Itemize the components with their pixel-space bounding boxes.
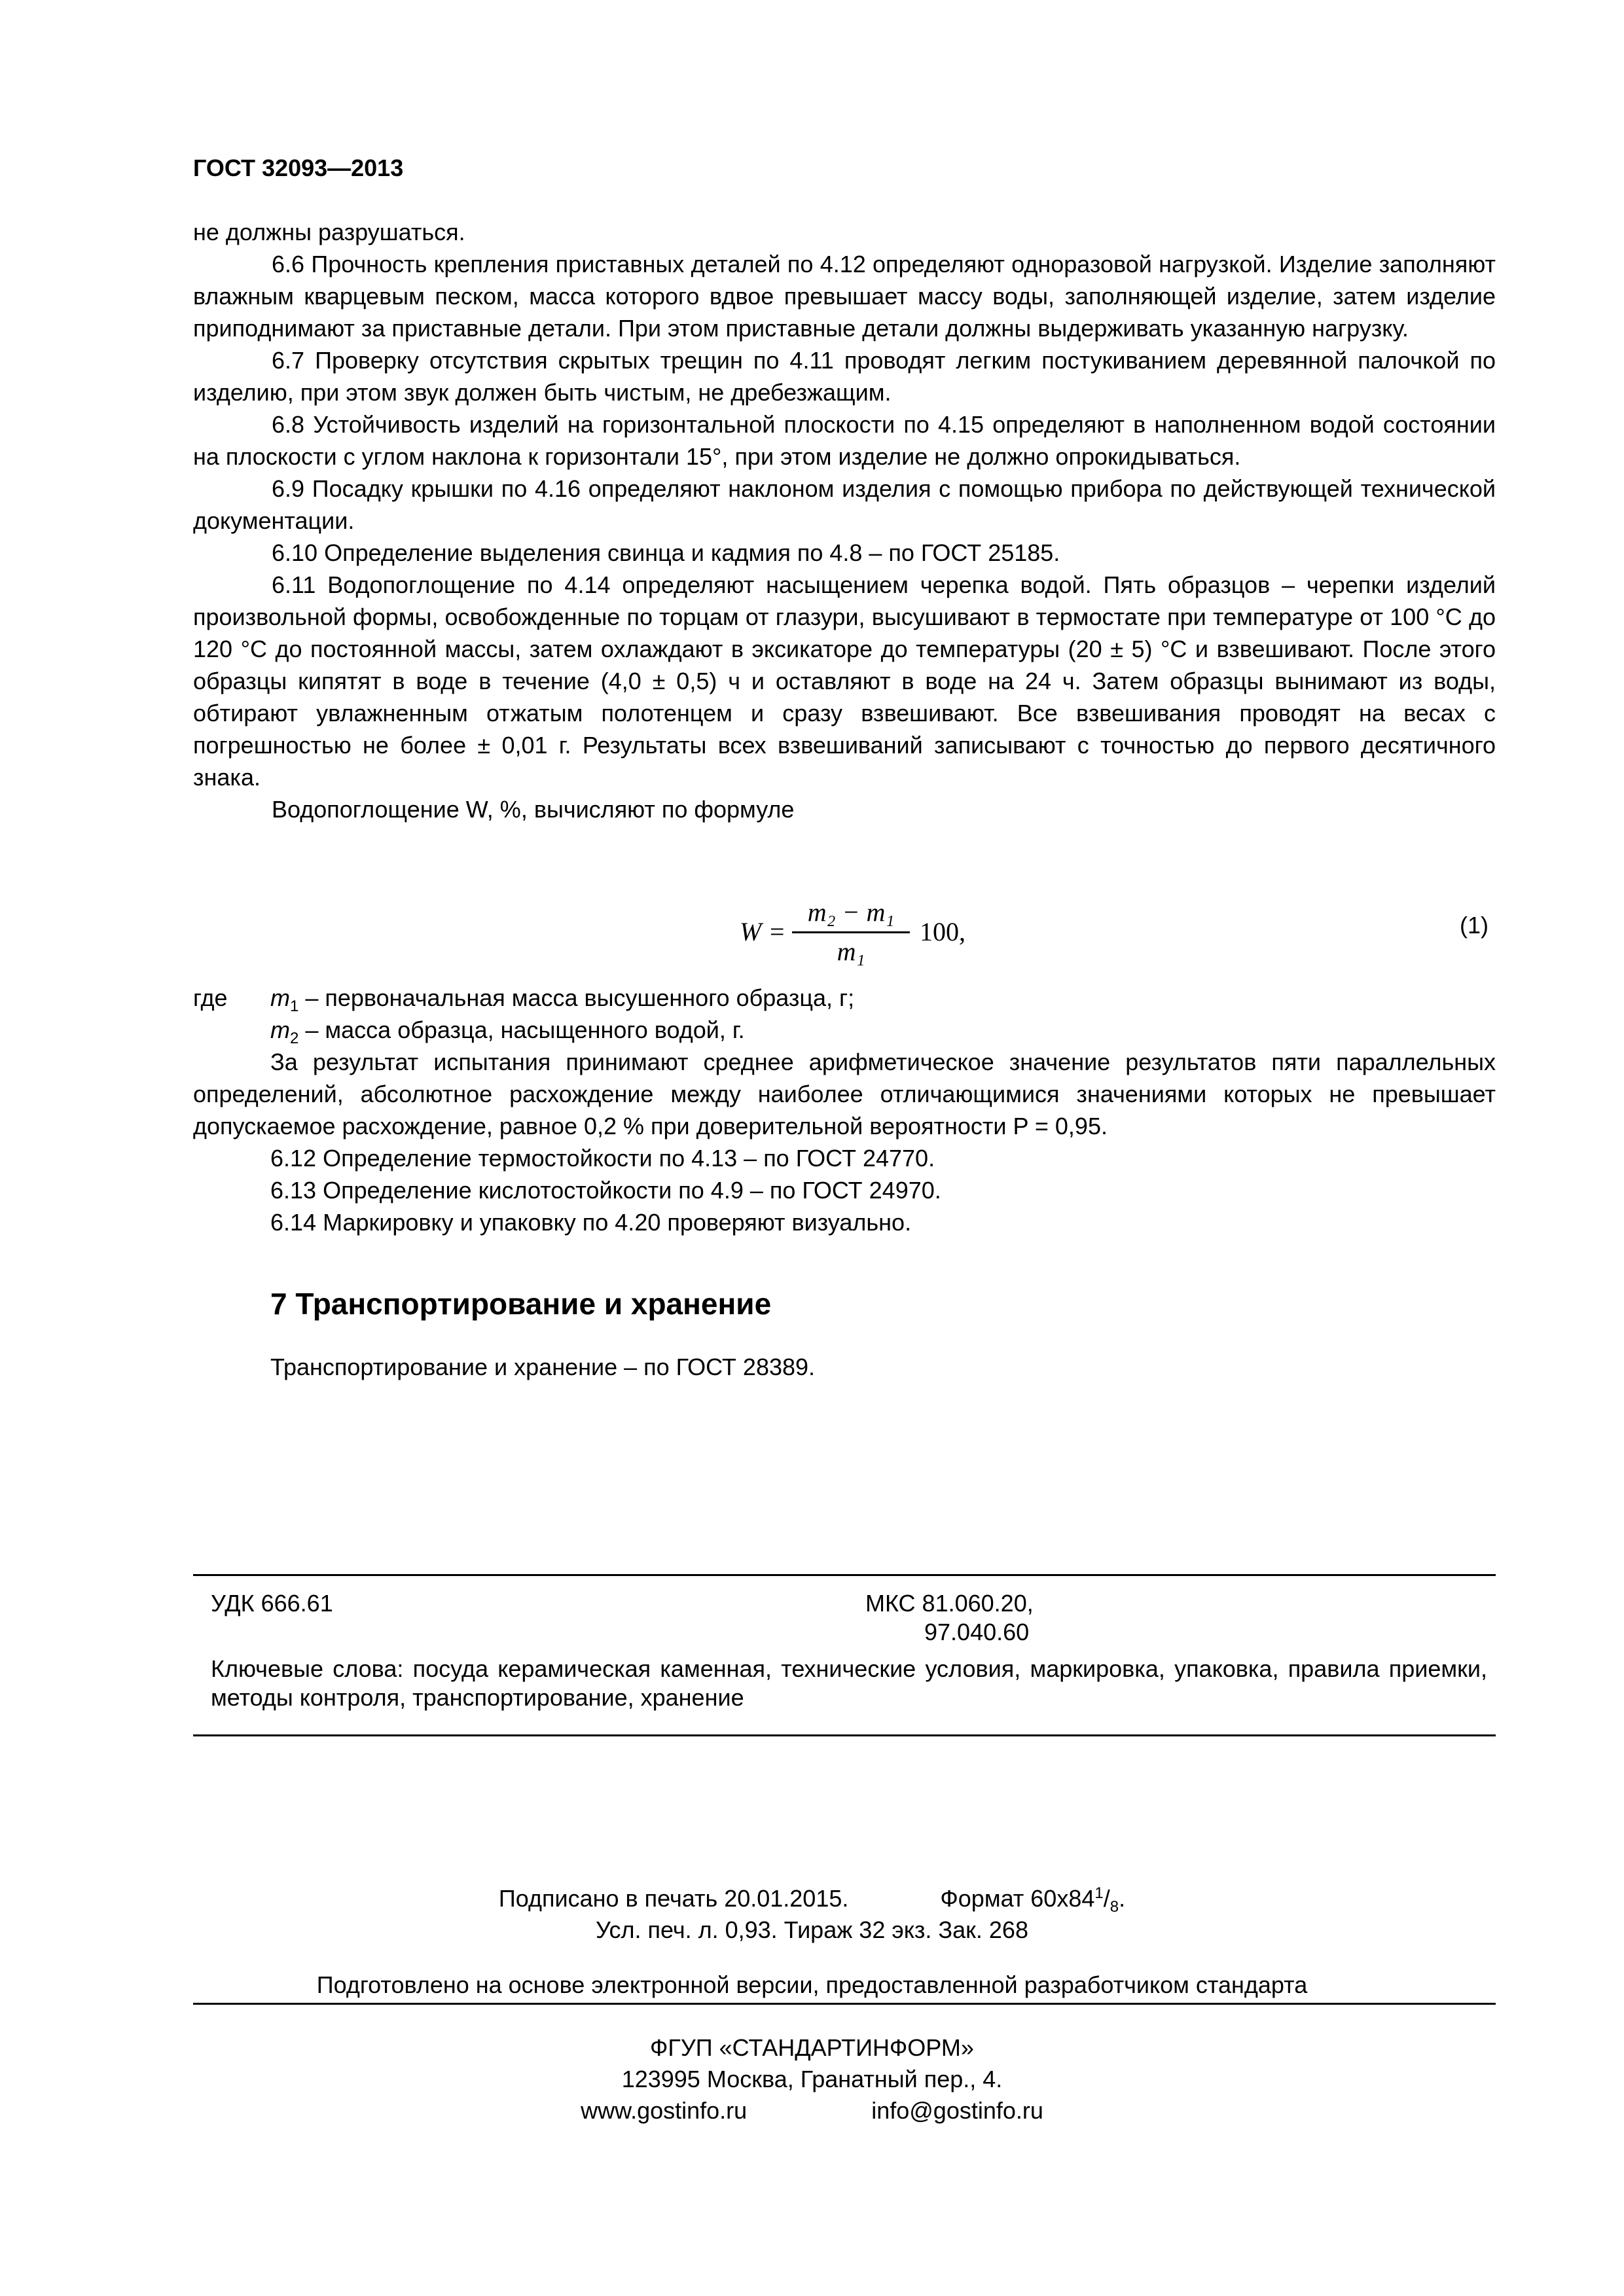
result-paragraph: За результат испытания принимают среднее арифметическое значение результатов пяти параллельных определений, абсолютное расхождение между наиболее отличающимися значениями которых не превышает допускаемое расхождение, равное 0,2 % при доверительной вероятности P = 0,95. xyxy=(193,1049,1496,1139)
paragraph: 6.10 Определение выделения свинца и кадмия по 4.8 – по ГОСТ 25185. xyxy=(272,539,1060,566)
where-line-m1 xyxy=(193,982,1496,1014)
m1-description: – первоначальная масса высушенного образца, г; xyxy=(305,984,855,1011)
formula-rhs: 100, xyxy=(920,917,965,946)
paper-format: Формат $60х84^1/_8$. xyxy=(940,1884,1126,1916)
equation-number: (1) xyxy=(1460,912,1489,939)
signed-date: Подписано в печать 20.01.2015. xyxy=(498,1885,849,1912)
paragraph: Водопоглощение W, %, вычисляют по формуле xyxy=(272,796,795,823)
where-label: где xyxy=(193,984,228,1011)
imprint-line-2: Усл. печ. л. 0,93. Тираж 32 экз. Зак. 268 xyxy=(596,1916,1028,1943)
imprint-line-1 xyxy=(0,1884,1624,1916)
document-header: ГОСТ 32093—2013 xyxy=(193,154,404,181)
keywords: Ключевые слова: посуда керамическая каменная, технические условия, маркировка, упаковка, правила приемки, методы контроля, транспортирование, хранение xyxy=(211,1655,1487,1711)
m1-subscript: 1 xyxy=(290,997,299,1016)
item: 6.13 Определение кислотостойкости по 4.9 – по ГОСТ 24970. xyxy=(270,1177,941,1204)
paragraph: 6.6 Прочность крепления приставных деталей по 4.12 определяют одноразовой нагрузкой. Изделие заполняют влажным кварцевым песком, масса которого вдвое превышает массу воды, заполняющей изделие, затем изделие приподнимают за приставные детали. При этом приставные детали должны выдерживать указанную нагрузку. xyxy=(193,251,1496,342)
publisher-contacts xyxy=(0,2097,1624,2125)
paragraph: 6.8 Устойчивость изделий на горизонтальной плоскости по 4.15 определяют в наполненном водой состоянии на плоскости с углом наклона к горизонтали 15°, при этом изделие не должно опрокидываться. xyxy=(193,411,1496,470)
m2-subscript: 2 xyxy=(290,1030,299,1048)
formula-lhs: W = xyxy=(740,917,786,946)
imprint-divider xyxy=(193,2003,1496,2005)
paragraph: не должны разрушаться. xyxy=(193,219,465,245)
website-link[interactable]: www.gostinfo.ru xyxy=(581,2097,748,2124)
item: 6.12 Определение термостойкости по 4.13 – по ГОСТ 24770. xyxy=(270,1145,935,1172)
divider-bottom xyxy=(193,1734,1496,1736)
udk: УДК 666.61 xyxy=(211,1590,333,1617)
paragraph: 6.7 Проверку отсутствия скрытых трещин по 4.11 проводят легким постукиванием деревянной палочкой по изделию, при этом звук должен быть чистым, не дребезжащим. xyxy=(193,347,1496,406)
item: 6.14 Маркировку и упаковку по 4.20 проверяют визуально. xyxy=(270,1209,912,1236)
publisher-name: ФГУП «СТАНДАРТИНФОРМ» xyxy=(650,2034,974,2061)
bibliographic-block xyxy=(211,1589,1487,1712)
formula-numerator: m₂ − m₁ xyxy=(807,897,895,927)
mks-line-1: МКС 81.060.20, xyxy=(865,1590,1034,1617)
formula xyxy=(740,897,1015,969)
formula-denominator: m₁ xyxy=(837,937,865,966)
m2-symbol: m xyxy=(270,1016,290,1043)
m2-description: – масса образца, насыщенного водой, г. xyxy=(305,1016,745,1043)
publisher-address: 123995 Москва, Гранатный пер., 4. xyxy=(621,2066,1003,2092)
mks-line-2: 97.040.60 xyxy=(924,1619,1030,1645)
prepared-note: Подготовлено на основе электронной версии, предоставленной разработчиком стандарта xyxy=(316,1971,1308,1998)
where-line-m2 xyxy=(193,1014,1496,1046)
paragraph: 6.9 Посадку крышки по 4.16 определяют наклоном изделия с помощью прибора по действующей технической документации. xyxy=(193,475,1496,534)
paragraph: 6.11 Водопоглощение по 4.14 определяют насыщением черепка водой. Пять образцов – черепки изделий произвольной формы, освобожденные по торцам от глазури, высушивают в термостате при температуре от 100 °С до 120 °С до постоянной массы, затем охлаждают в эксикаторе до температуры (20 ± 5) °С и взвешивают. После этого образцы кипятят в воде в течение (4,0 ± 0,5) ч и оставляют в воде на 24 ч. Затем образцы вынимают из воды, обтирают увлажненным отжатым полотенцем и сразу взвешивают. Все взвешивания проводят на весах с погрешностью не более ± 0,01 г. Результаты всех взвешиваний записывают с точностью до первого десятичного знака. xyxy=(193,571,1496,791)
email-link[interactable]: info@gostinfo.ru xyxy=(871,2097,1043,2124)
where-block xyxy=(193,982,1496,1238)
section-7-text: Транспортирование и хранение – по ГОСТ 28389. xyxy=(270,1354,816,1380)
formula-fraction xyxy=(792,897,910,967)
fraction-bar xyxy=(792,931,910,933)
m1-symbol: m xyxy=(270,984,290,1011)
divider-top xyxy=(193,1574,1496,1576)
section-7-title: 7 Транспортирование и хранение xyxy=(270,1287,772,1321)
body-text xyxy=(193,216,1496,825)
